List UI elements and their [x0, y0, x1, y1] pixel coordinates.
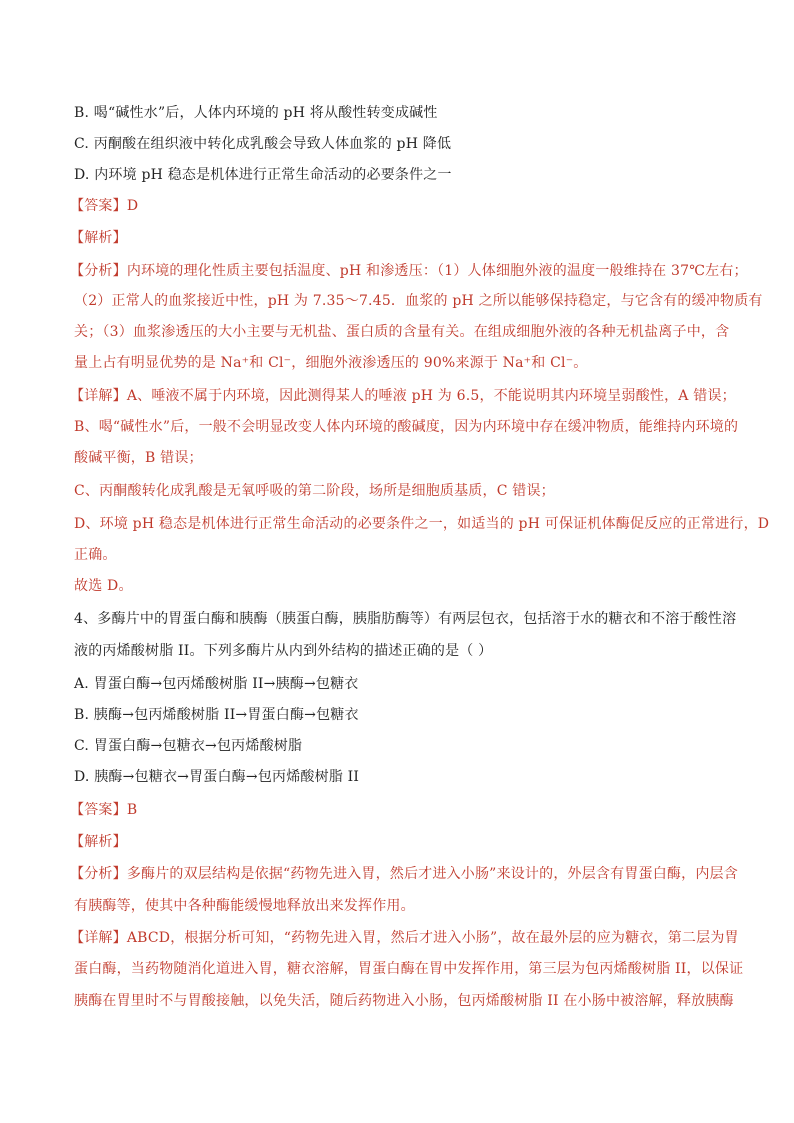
q3-fenxi-line-4: 量上占有明显优势的是 Na⁺和 Cl⁻，细胞外液渗透压的 90%来源于 Na⁺和 Cl⁻。 [74, 355, 588, 371]
q3-fenxi-line-1 [70, 261, 748, 281]
q3-xiangjie-line-1 [70, 386, 742, 406]
q4-xiangjie-line-1 [70, 928, 742, 948]
q3-xiangjie-line-5: D、环境 pH 稳态是机体进行正常生命活动的必要条件之一，如适当的 pH 可保证机体酶促反应的正常进行，D [74, 516, 770, 532]
q3-option-b: B. 喝“碱性水”后，人体内环境的 pH 将从酸性转变成碱性 [74, 105, 438, 121]
q3-fenxi-line-3: 关；（3）血浆渗透压的大小主要与无机盐、蛋白质的含量有关。在组成细胞外液的各种无机盐离子中，含 [74, 324, 730, 340]
q4-analysis-heading [70, 832, 742, 852]
answer-tag: 【答案】 [70, 198, 127, 214]
analysis-tag: 【解析】 [70, 834, 127, 850]
q4-xiangjie-line-2: 蛋白酶，当药物随消化道进入胃，糖衣溶解，胃蛋白酶在胃中发挥作用，第三层为包丙烯酸树脂 II，以保证 [74, 961, 744, 977]
fenxi-text: 多酶片的双层结构是依据“药物先进入胃，然后才进入小肠”来设计的，外层含有胃蛋白酶，内层含 [126, 866, 738, 882]
xiangjie-tag: 【详解】 [70, 388, 127, 404]
analysis-tag: 【解析】 [70, 230, 127, 246]
answer-value: D [126, 198, 139, 214]
q3-option-c: C. 丙酮酸在组织液中转化成乳酸会导致人体血浆的 pH 降低 [74, 136, 452, 152]
q4-stem-line-2: 液的丙烯酸树脂 II。下列多酶片从内到外结构的描述正确的是（ ） [74, 643, 493, 659]
q4-stem-line-1: 4、多酶片中的胃蛋白酶和胰酶（胰蛋白酶，胰脂肪酶等）有两层包衣，包括溶于水的糖衣和不溶于酸性溶 [74, 611, 737, 627]
q3-answer [70, 196, 742, 216]
q3-xiangjie-line-6: 正确。 [74, 547, 117, 563]
answer-value: B [126, 802, 138, 818]
q3-xiangjie-line-4: C、丙酮酸转化成乳酸是无氧呼吸的第二阶段，场所是细胞质基质，C 错误； [74, 483, 555, 499]
fenxi-tag: 【分析】 [70, 866, 127, 882]
fenxi-text: 内环境的理化性质主要包括温度、pH 和渗透压：（1）人体细胞外液的温度一般维持在 37℃左右； [126, 263, 748, 279]
q4-answer [70, 800, 742, 820]
q4-xiangjie-line-3: 胰酶在胃里时不与胃酸接触，以免失活，随后药物进入小肠，包丙烯酸树脂 II 在小肠中被溶解，释放胰酶 [74, 993, 734, 1009]
xiangjie-tag: 【详解】 [70, 930, 127, 946]
q4-fenxi-line-1 [70, 864, 742, 884]
answer-tag: 【答案】 [70, 802, 127, 818]
q4-option-d: D. 胰酶→包糖衣→胃蛋白酶→包丙烯酸树脂 II [74, 769, 360, 785]
q3-option-d: D. 内环境 pH 稳态是机体进行正常生命活动的必要条件之一 [74, 167, 452, 183]
q3-analysis-heading [70, 228, 742, 248]
q4-fenxi-line-2: 有胰酶等，使其中各种酶能缓慢地释放出来发挥作用。 [74, 898, 415, 914]
xiangjie-text: A、唾液不属于内环境，因此测得某人的唾液 pH 为 6.5，不能说明其内环境呈弱酸性，A 错误； [126, 388, 736, 404]
q4-option-c: C. 胃蛋白酶→包糖衣→包丙烯酸树脂 [74, 738, 303, 754]
q3-xiangjie-line-7: 故选 D。 [74, 578, 133, 594]
q3-xiangjie-line-3: 酸碱平衡，B 错误； [74, 450, 203, 466]
q4-option-b: B. 胰酶→包丙烯酸树脂 II→胃蛋白酶→包糖衣 [74, 707, 359, 723]
q4-option-a: A. 胃蛋白酶→包丙烯酸树脂 II→胰酶→包糖衣 [74, 676, 359, 692]
q3-fenxi-line-2: （2）正常人的血浆接近中性，pH 为 7.35～7.45．血浆的 pH 之所以能够保持稳定，与它含有的缓冲物质有 [74, 293, 763, 309]
xiangjie-text: ABCD，根据分析可知，“药物先进入胃，然后才进入小肠”，故在最外层的应为糖衣，第二层为胃 [126, 930, 739, 946]
q3-xiangjie-line-2: B、喝“碱性水”后，一般不会明显改变人体内环境的酸碱度，因为内环境中存在缓冲物质，能维持内环境的 [74, 419, 739, 435]
fenxi-tag: 【分析】 [70, 263, 127, 279]
